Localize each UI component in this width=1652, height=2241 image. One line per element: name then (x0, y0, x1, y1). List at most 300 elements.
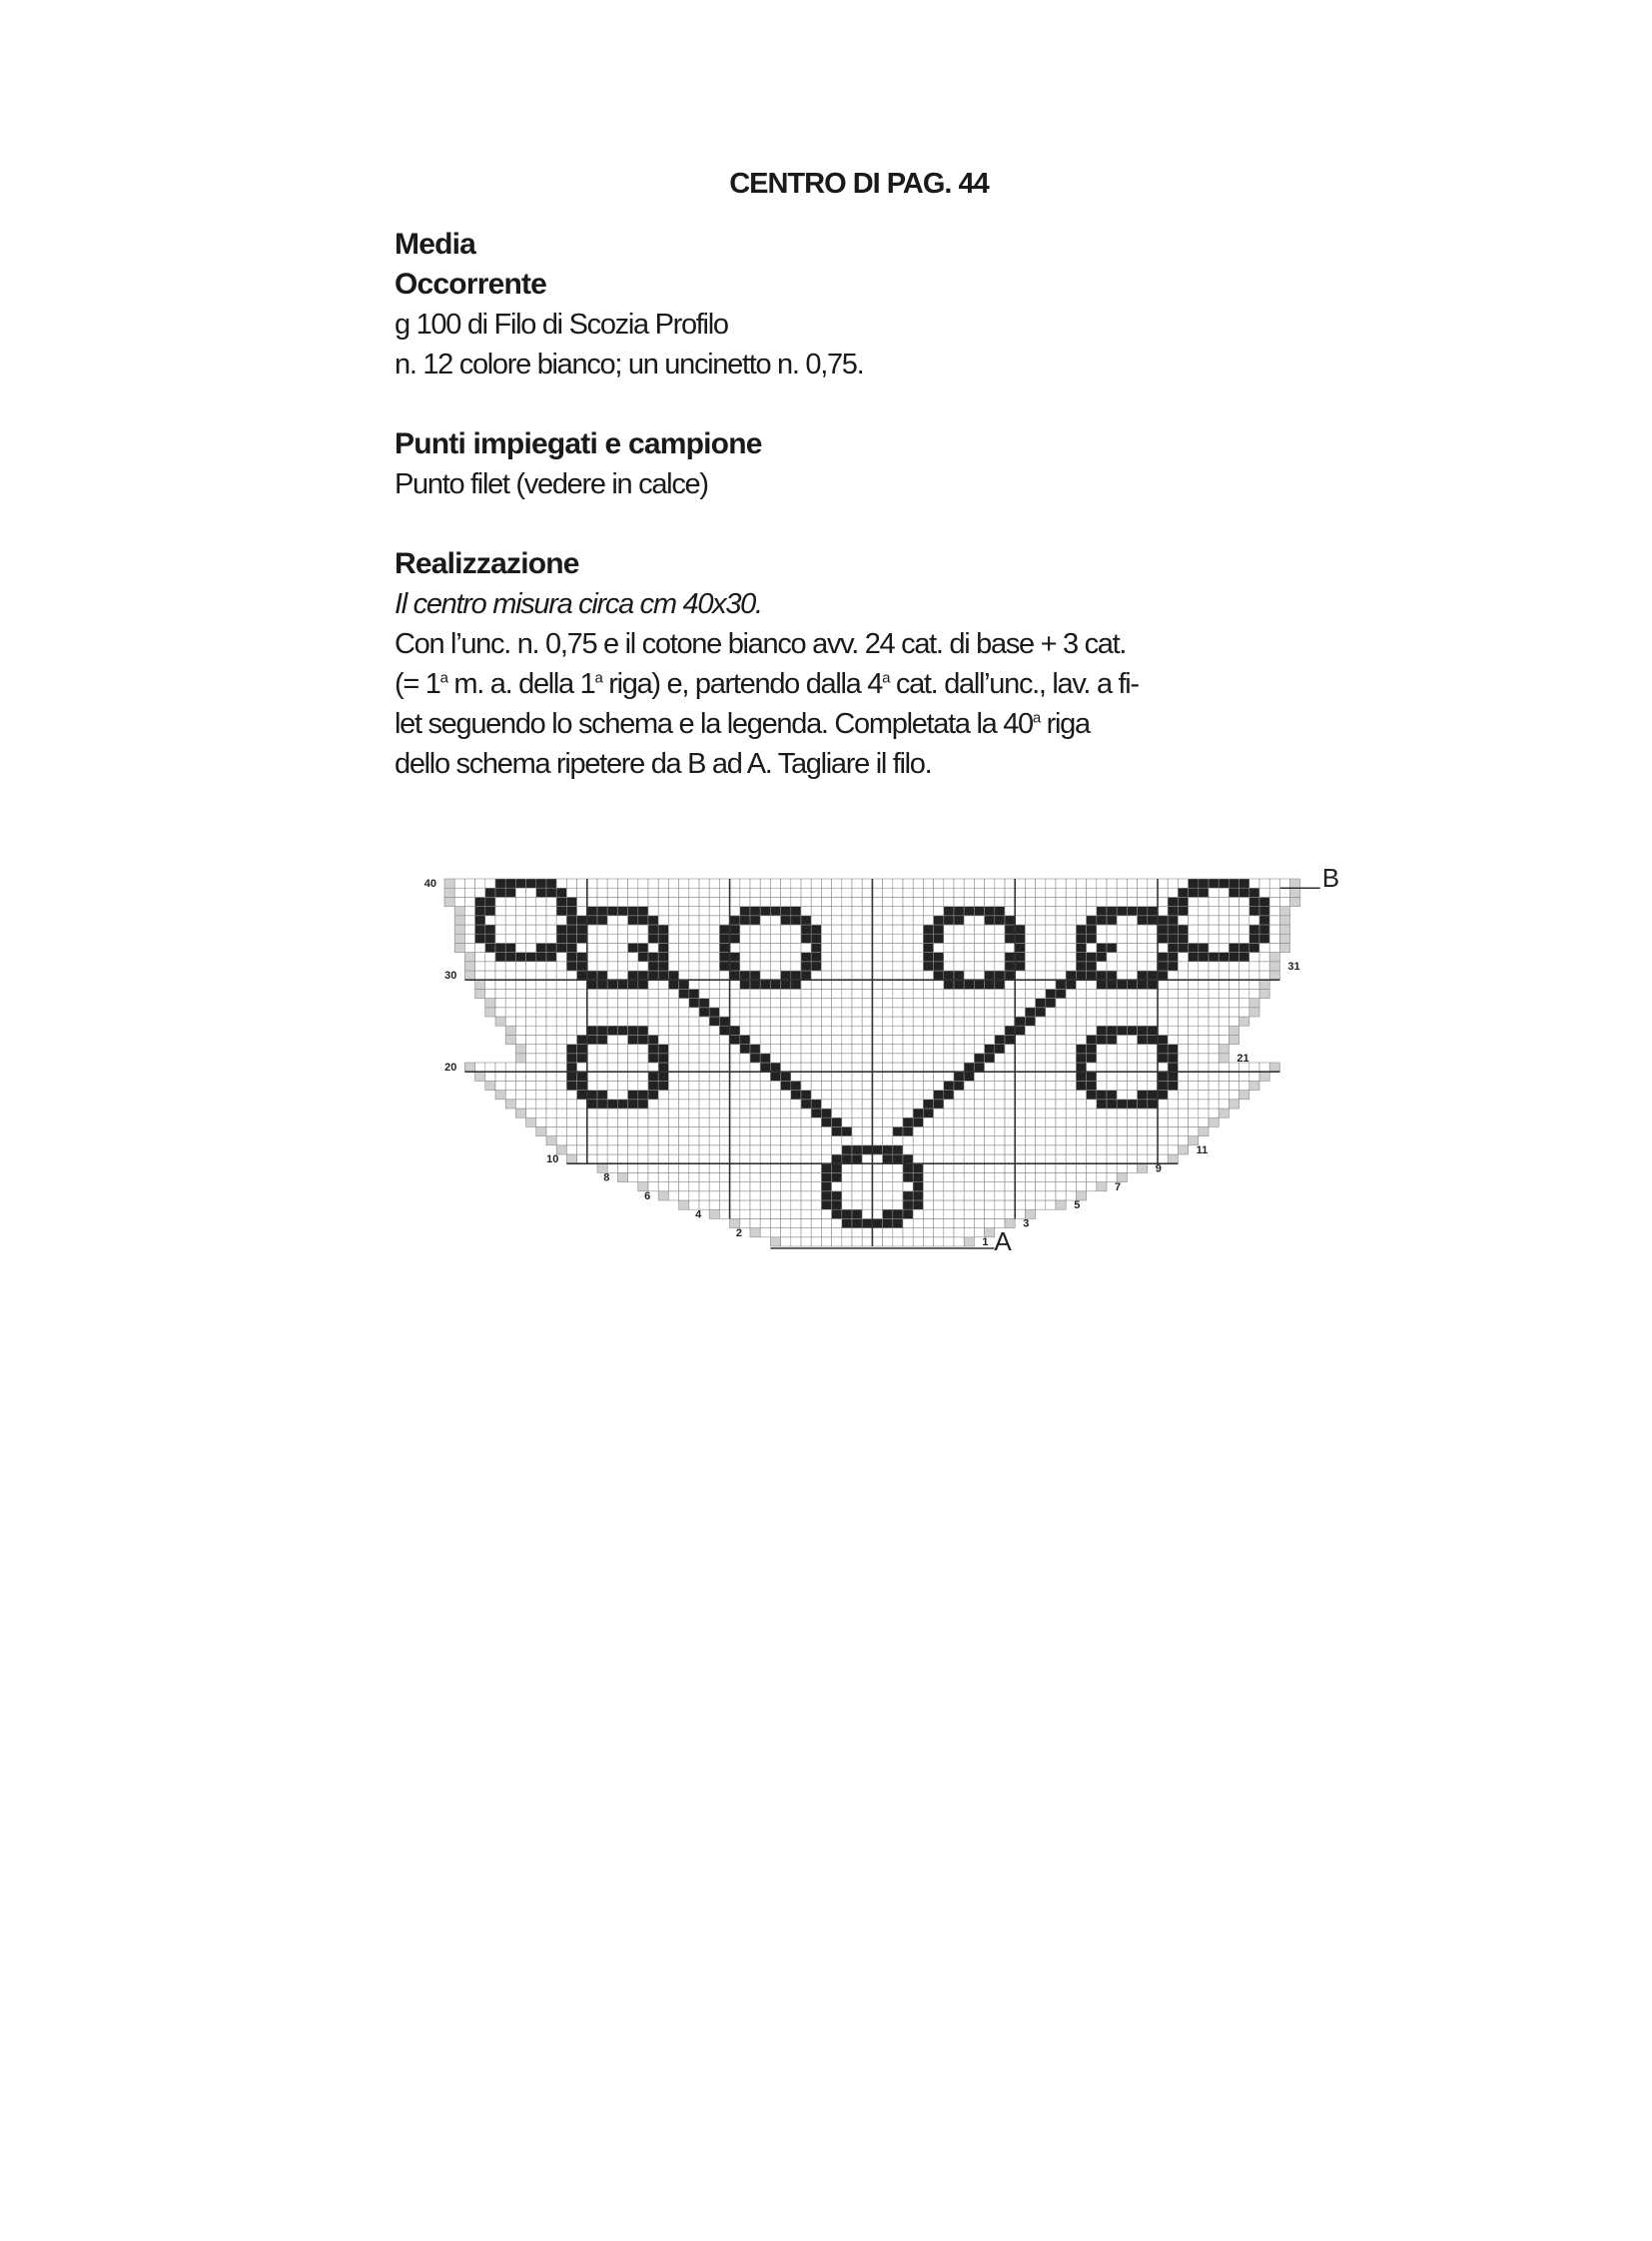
chart-cell (770, 934, 780, 943)
chart-cell (1127, 1035, 1137, 1044)
chart-cell (1005, 1100, 1015, 1109)
chart-cell (485, 989, 495, 998)
chart-cell (1158, 943, 1168, 952)
chart-cell (1117, 1154, 1127, 1163)
chart-cell (505, 916, 515, 925)
chart-cell (556, 971, 566, 980)
chart-cell (893, 897, 903, 906)
chart-cell (597, 962, 607, 971)
chart-cell (821, 1035, 831, 1044)
chart-cell (1127, 1081, 1137, 1090)
chart-cell (689, 1017, 699, 1026)
chart-cell (801, 1026, 811, 1035)
chart-cell (872, 1154, 882, 1163)
chart-cell (1249, 916, 1259, 925)
chart-cell (1229, 1035, 1239, 1044)
chart-cell (730, 1118, 740, 1126)
chart-cell (1107, 1136, 1117, 1145)
chart-cell (495, 1091, 505, 1100)
chart-cell (1005, 1200, 1015, 1209)
chart-cell (658, 999, 668, 1008)
chart-cell (1056, 1182, 1066, 1191)
chart-cell (995, 1126, 1005, 1135)
chart-cell (515, 916, 525, 925)
chart-cell (944, 1126, 954, 1135)
chart-cell (740, 999, 750, 1008)
chart-cell (760, 1091, 770, 1100)
chart-cell (628, 1154, 638, 1163)
chart-cell (923, 980, 933, 989)
chart-cell (1097, 1109, 1107, 1118)
chart-cell (638, 925, 648, 934)
chart-cell (964, 1182, 974, 1191)
chart-cell (668, 1100, 678, 1109)
chart-cell (903, 934, 913, 943)
chart-cell (1087, 1063, 1097, 1072)
level-heading: Media (395, 228, 476, 261)
chart-cell (536, 1035, 546, 1044)
chart-cell (485, 934, 495, 943)
chart-cell (995, 1017, 1005, 1026)
chart-cell (781, 1145, 791, 1154)
chart-cell (913, 1008, 923, 1017)
chart-cell (883, 1118, 893, 1126)
chart-cell (689, 953, 699, 962)
chart-cell (668, 989, 678, 998)
chart-cell (821, 1045, 831, 1054)
chart-cell (495, 934, 505, 943)
chart-cell (923, 1182, 933, 1191)
chart-cell (801, 1145, 811, 1154)
chart-cell (740, 1209, 750, 1218)
chart-cell (515, 1045, 525, 1054)
chart-cell (730, 916, 740, 925)
chart-cell (770, 1209, 780, 1218)
chart-cell (719, 1136, 729, 1145)
chart-cell (719, 1008, 729, 1017)
chart-cell (1056, 1026, 1066, 1035)
chart-cell (974, 1200, 984, 1209)
chart-cell (526, 999, 536, 1008)
chart-cell (1178, 980, 1188, 989)
chart-cell (923, 1118, 933, 1126)
chart-cell (781, 1054, 791, 1063)
chart-cell (1056, 1191, 1066, 1200)
chart-cell (658, 907, 668, 916)
chart-cell (658, 1100, 668, 1109)
chart-cell (1087, 971, 1097, 980)
chart-cell (842, 999, 852, 1008)
chart-cell (1097, 1081, 1107, 1090)
chart-cell (719, 1200, 729, 1209)
chart-cell (1087, 980, 1097, 989)
chart-cell (964, 1209, 974, 1218)
chart-cell (801, 943, 811, 952)
chart-cell (1138, 1126, 1148, 1135)
chart-cell (495, 1072, 505, 1081)
chart-cell (577, 953, 587, 962)
chart-cell (1025, 980, 1035, 989)
chart-cell (974, 1118, 984, 1126)
chart-cell (770, 999, 780, 1008)
chart-cell (1138, 1017, 1148, 1026)
chart-cell (1015, 916, 1025, 925)
chart-cell (628, 1063, 638, 1072)
chart-cell (1107, 907, 1117, 916)
chart-cell (1178, 1008, 1188, 1017)
chart-cell (801, 1237, 811, 1246)
chart-cell (1036, 907, 1046, 916)
chart-cell (934, 1172, 944, 1181)
chart-cell (587, 934, 597, 943)
chart-cell (923, 897, 933, 906)
chart-cell (1219, 1081, 1229, 1090)
chart-cell (760, 1072, 770, 1081)
chart-cell (923, 1035, 933, 1044)
chart-cell (719, 1154, 729, 1163)
chart-cell (954, 1054, 964, 1063)
chart-cell (689, 1054, 699, 1063)
chart-cell (944, 1237, 954, 1246)
chart-cell (852, 1100, 862, 1109)
chart-cell (842, 1200, 852, 1209)
chart-cell (1117, 1163, 1127, 1172)
chart-cell (781, 1081, 791, 1090)
chart-cell (699, 1063, 709, 1072)
chart-cell (1259, 907, 1269, 916)
chart-cell (648, 1054, 658, 1063)
chart-cell (852, 1154, 862, 1163)
chart-cell (842, 1209, 852, 1218)
chart-cell (872, 925, 882, 934)
chart-cell (852, 934, 862, 943)
chart-cell (883, 1182, 893, 1191)
chart-cell (1066, 1045, 1076, 1054)
chart-cell (679, 907, 689, 916)
chart-cell (556, 897, 566, 906)
chart-cell (985, 1035, 995, 1044)
chart-cell (791, 1154, 801, 1163)
chart-cell (1219, 980, 1229, 989)
chart-cell (1015, 1072, 1025, 1081)
chart-cell (526, 925, 536, 934)
chart-cell (842, 1218, 852, 1227)
chart-cell (1249, 888, 1259, 897)
chart-cell (1107, 943, 1117, 952)
chart-cell (1239, 888, 1249, 897)
chart-cell (781, 1072, 791, 1081)
chart-cell (1025, 1136, 1035, 1145)
chart-cell (699, 1054, 709, 1063)
chart-cell (495, 907, 505, 916)
chart-cell (648, 971, 658, 980)
chart-cell (1239, 943, 1249, 952)
chart-cell (1178, 953, 1188, 962)
chart-cell (1036, 980, 1046, 989)
chart-cell (964, 1118, 974, 1126)
chart-cell (821, 999, 831, 1008)
chart-cell (485, 907, 495, 916)
chart-cell (515, 907, 525, 916)
chart-cell (913, 1054, 923, 1063)
chart-cell (597, 925, 607, 934)
chart-cell (1046, 925, 1056, 934)
chart-cell (1076, 1136, 1086, 1145)
chart-cell (913, 888, 923, 897)
chart-cell (944, 971, 954, 980)
chart-cell (944, 1017, 954, 1026)
materials-line-1: g 100 di Filo di Scozia Profilo (395, 309, 728, 341)
chart-cell (597, 916, 607, 925)
chart-cell (679, 980, 689, 989)
chart-cell (444, 897, 454, 906)
chart-cell (964, 1163, 974, 1172)
chart-cell (515, 1008, 525, 1017)
chart-cell (934, 1063, 944, 1072)
chart-cell (954, 1209, 964, 1218)
chart-cell (750, 1209, 760, 1218)
chart-cell (760, 980, 770, 989)
chart-cell (781, 1228, 791, 1237)
chart-cell (740, 1145, 750, 1154)
chart-cell (913, 953, 923, 962)
chart-cell (781, 897, 791, 906)
chart-cell (1005, 1182, 1015, 1191)
chart-cell (709, 1154, 719, 1163)
chart-cell (791, 1237, 801, 1246)
chart-cell (974, 1136, 984, 1145)
chart-cell (903, 1063, 913, 1072)
chart-cell (628, 1163, 638, 1172)
chart-cell (791, 943, 801, 952)
chart-cell (954, 971, 964, 980)
materials-heading: Occorrente (395, 268, 547, 301)
chart-cell (1015, 953, 1025, 962)
chart-cell (454, 916, 464, 925)
chart-cell (995, 1118, 1005, 1126)
chart-cell (985, 962, 995, 971)
chart-cell (872, 916, 882, 925)
chart-cell (821, 1237, 831, 1246)
chart-cell (1168, 989, 1178, 998)
chart-cell (842, 916, 852, 925)
chart-cell (464, 953, 474, 962)
chart-cell (872, 953, 882, 962)
chart-cell (1229, 888, 1239, 897)
chart-cell (842, 1054, 852, 1063)
chart-cell (1199, 1109, 1209, 1118)
chart-cell (1189, 962, 1199, 971)
chart-cell (577, 1154, 587, 1163)
chart-cell (1117, 1054, 1127, 1063)
chart-cell (974, 907, 984, 916)
chart-cell (913, 1209, 923, 1218)
chart-cell (709, 962, 719, 971)
chart-cell (923, 1081, 933, 1090)
chart-cell (1168, 962, 1178, 971)
chart-cell (1158, 1054, 1168, 1063)
chart-cell (1056, 1145, 1066, 1154)
chart-cell (495, 953, 505, 962)
chart-cell (1148, 916, 1158, 925)
chart-cell (913, 1091, 923, 1100)
chart-cell (1199, 1008, 1209, 1017)
chart-cell (689, 1100, 699, 1109)
chart-cell (556, 1008, 566, 1017)
chart-cell (668, 1109, 678, 1118)
chart-cell (1025, 1035, 1035, 1044)
chart-cell (1117, 907, 1127, 916)
chart-cell (658, 1136, 668, 1145)
chart-cell (536, 925, 546, 934)
chart-cell (648, 897, 658, 906)
chart-cell (903, 1228, 913, 1237)
chart-cell (974, 1209, 984, 1218)
chart-cell (617, 1054, 627, 1063)
chart-cell (536, 980, 546, 989)
chart-cell (1269, 925, 1279, 934)
chart-cell (1279, 879, 1289, 888)
chart-cell (985, 879, 995, 888)
chart-cell (1249, 925, 1259, 934)
chart-cell (515, 925, 525, 934)
chart-cell (842, 1026, 852, 1035)
chart-cell (811, 1008, 821, 1017)
chart-cell (1025, 916, 1035, 925)
chart-cell (1005, 1126, 1015, 1135)
chart-cell (1279, 925, 1289, 934)
chart-cell (985, 1063, 995, 1072)
chart-cell (1046, 1008, 1056, 1017)
chart-cell (617, 1008, 627, 1017)
chart-cell (862, 1035, 872, 1044)
chart-cell (638, 1172, 648, 1181)
chart-cell (1189, 1017, 1199, 1026)
chart-cell (1168, 1100, 1178, 1109)
chart-cell (842, 980, 852, 989)
chart-cell (628, 1145, 638, 1154)
chart-cell (730, 1008, 740, 1017)
chart-cell (964, 925, 974, 934)
chart-cell (1107, 1054, 1117, 1063)
chart-cell (883, 1237, 893, 1246)
chart-cell (903, 962, 913, 971)
chart-cell (934, 907, 944, 916)
chart-cell (985, 1109, 995, 1118)
chart-cell (566, 1126, 576, 1135)
chart-cell (475, 943, 485, 952)
chart-cell (1199, 943, 1209, 952)
chart-cell (964, 953, 974, 962)
chart-cell (607, 1091, 617, 1100)
chart-cell (699, 1008, 709, 1017)
chart-cell (587, 1154, 597, 1163)
chart-cell (883, 1045, 893, 1054)
chart-cell (821, 1191, 831, 1200)
chart-cell (658, 980, 668, 989)
chart-cell (658, 934, 668, 943)
chart-cell (811, 962, 821, 971)
chart-cell (791, 1200, 801, 1209)
chart-cell (1148, 971, 1158, 980)
chart-cell (1168, 943, 1178, 952)
chart-cell (658, 953, 668, 962)
chart-cell (893, 943, 903, 952)
chart-cell (811, 1136, 821, 1145)
chart-cell (1219, 1072, 1229, 1081)
chart-cell (607, 1081, 617, 1090)
chart-cell (832, 1218, 842, 1227)
chart-cell (566, 1081, 576, 1090)
chart-cell (709, 888, 719, 897)
chart-cell (995, 999, 1005, 1008)
chart-cell (1036, 1054, 1046, 1063)
chart-cell (719, 1072, 729, 1081)
chart-cell (628, 907, 638, 916)
chart-cell (1259, 925, 1269, 934)
chart-cell (1076, 934, 1086, 943)
chart-cell (1259, 879, 1269, 888)
chart-cell (1046, 989, 1056, 998)
chart-cell (587, 1026, 597, 1035)
chart-cell (903, 1182, 913, 1191)
chart-cell (526, 907, 536, 916)
chart-cell (730, 1209, 740, 1218)
chart-cell (903, 1191, 913, 1200)
chart-cell (913, 1154, 923, 1163)
chart-cell (801, 1191, 811, 1200)
chart-cell (923, 1191, 933, 1200)
chart-cell (985, 943, 995, 952)
chart-cell (985, 1072, 995, 1081)
chart-cell (648, 1109, 658, 1118)
chart-cell (964, 1081, 974, 1090)
chart-cell (923, 907, 933, 916)
chart-cell (587, 1136, 597, 1145)
chart-cell (730, 1200, 740, 1209)
chart-cell (679, 1154, 689, 1163)
chart-cell (1076, 971, 1086, 980)
chart-cell (832, 1091, 842, 1100)
chart-cell (852, 1136, 862, 1145)
chart-cell (1066, 1182, 1076, 1191)
chart-cell (1168, 1063, 1178, 1072)
chart-cell (730, 1182, 740, 1191)
chart-cell (1290, 879, 1300, 888)
chart-cell (668, 879, 678, 888)
chart-cell (770, 1237, 780, 1246)
chart-cell (628, 1126, 638, 1135)
chart-cell (1036, 1017, 1046, 1026)
chart-cell (811, 916, 821, 925)
chart-cell (750, 989, 760, 998)
chart-cell (862, 1136, 872, 1145)
chart-cell (781, 1045, 791, 1054)
chart-cell (617, 1154, 627, 1163)
chart-cell (760, 962, 770, 971)
chart-cell (679, 1182, 689, 1191)
chart-cell (1209, 943, 1219, 952)
chart-cell (658, 962, 668, 971)
chart-cell (1148, 925, 1158, 934)
chart-cell (505, 1026, 515, 1035)
chart-cell (1168, 1017, 1178, 1026)
chart-cell (689, 1154, 699, 1163)
chart-cell (689, 916, 699, 925)
chart-cell (821, 953, 831, 962)
chart-cell (505, 1081, 515, 1090)
chart-cell (587, 1109, 597, 1118)
